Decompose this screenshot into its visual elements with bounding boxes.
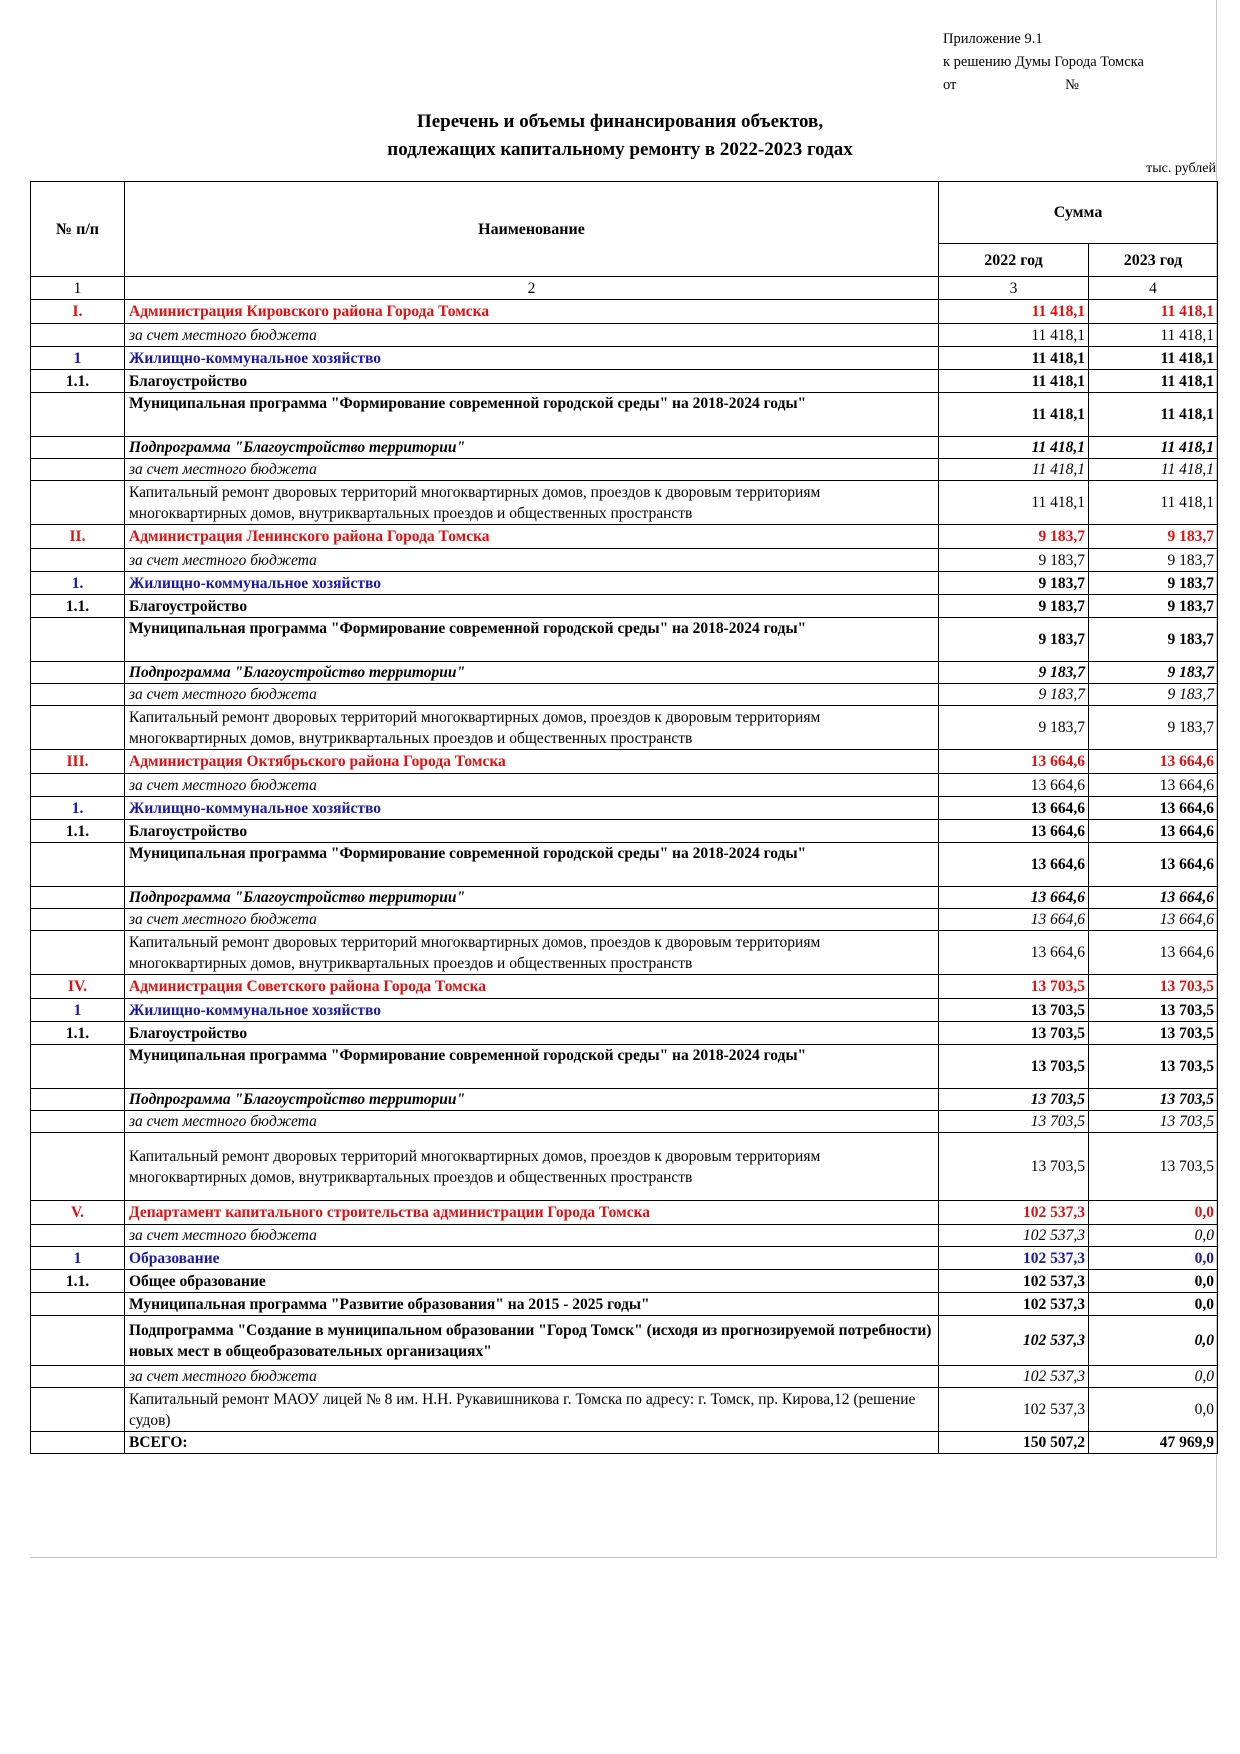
row-value-2023: 0,0 [1089,1388,1218,1432]
row-name: Департамент капитального строительства администрации Города Томска [125,1201,939,1225]
row-number [31,1316,125,1366]
table-row [31,1293,1218,1316]
row-number [31,618,125,662]
row-value-2022: 13 664,6 [939,797,1089,820]
row-name: Администрация Советского района Города Томска [125,975,939,999]
row-value-2023: 11 418,1 [1089,324,1218,347]
row-name: Жилищно-коммунальное хозяйство [125,999,939,1022]
row-number [31,931,125,975]
header-index: 4 [1089,277,1218,300]
row-value-2023: 13 703,5 [1089,1045,1218,1089]
row-value-2022: 11 418,1 [939,459,1089,481]
row-name: Образование [125,1247,939,1270]
row-value-2023: 13 703,5 [1089,1089,1218,1111]
row-number [31,909,125,931]
table-row [31,999,1218,1022]
row-number [31,1225,125,1247]
row-value-2022: 11 418,1 [939,300,1089,324]
row-value-2022: 13 703,5 [939,1089,1089,1111]
row-value-2023: 0,0 [1089,1225,1218,1247]
table-row [31,549,1218,572]
row-name: Муниципальная программа "Развитие образования" на 2015 - 2025 годы" [125,1293,939,1316]
row-number [31,1133,125,1201]
row-name: Муниципальная программа "Формирование современной городской среды" на 2018-2024 годы" [125,1045,939,1089]
row-name: за счет местного бюджета [125,774,939,797]
row-number: 1. [31,572,125,595]
row-value-2023: 11 418,1 [1089,300,1218,324]
table-row [31,459,1218,481]
row-value-2022: 13 664,6 [939,909,1089,931]
row-value-2022: 11 418,1 [939,370,1089,393]
row-number [31,1432,125,1454]
table-row [31,572,1218,595]
row-value-2023: 11 418,1 [1089,347,1218,370]
row-name: Подпрограмма "Благоустройство территории" [125,887,939,909]
row-name: Общее образование [125,1270,939,1293]
table-row [31,887,1218,909]
header-index: 1 [31,277,125,300]
table-row [31,1133,1218,1201]
row-value-2023: 11 418,1 [1089,481,1218,525]
row-number: V. [31,1201,125,1225]
appendix-line-2: к решению Думы Города Томска [943,54,1144,70]
row-name: Капитальный ремонт дворовых территорий многоквартирных домов, проездов к дворовым территориям многоквартирных домов, внутриквартальных проездов и общественных пространств [125,481,939,525]
table-body [31,300,1218,1454]
title-line-2: подлежащих капитальному ремонту в 2022-2023 годах [387,139,853,160]
row-number: 1.1. [31,820,125,843]
row-number [31,549,125,572]
header-sum: Сумма [939,182,1218,244]
row-number [31,887,125,909]
row-value-2022: 102 537,3 [939,1316,1089,1366]
row-value-2023: 0,0 [1089,1366,1218,1388]
table-row [31,1089,1218,1111]
row-value-2022: 9 183,7 [939,549,1089,572]
table-row [31,437,1218,459]
row-number: 1.1. [31,595,125,618]
table-row [31,1201,1218,1225]
row-number [31,1366,125,1388]
page-edge-bottom [30,1557,1217,1558]
row-value-2022: 13 664,6 [939,820,1089,843]
row-name: Администрация Кировского района Города Томска [125,300,939,324]
row-number [31,1045,125,1089]
row-value-2023: 0,0 [1089,1293,1218,1316]
row-name: Жилищно-коммунальное хозяйство [125,347,939,370]
row-value-2023: 9 183,7 [1089,706,1218,750]
row-number [31,1293,125,1316]
header-index-row [31,277,1218,300]
table-row [31,1247,1218,1270]
row-number [31,774,125,797]
row-name: за счет местного бюджета [125,1366,939,1388]
table-row [31,1432,1218,1454]
row-number: II. [31,525,125,549]
row-value-2022: 102 537,3 [939,1293,1089,1316]
row-name: Муниципальная программа "Формирование современной городской среды" на 2018-2024 годы" [125,618,939,662]
header-row [31,182,1218,244]
appendix-line-3: от № [943,77,1079,93]
table-row [31,1225,1218,1247]
row-value-2022: 13 664,6 [939,931,1089,975]
table-row [31,774,1218,797]
row-name: Благоустройство [125,595,939,618]
row-number: 1.1. [31,1022,125,1045]
row-name: за счет местного бюджета [125,459,939,481]
row-number: 1.1. [31,370,125,393]
row-value-2023: 11 418,1 [1089,393,1218,437]
row-name: Муниципальная программа "Формирование современной городской среды" на 2018-2024 годы" [125,393,939,437]
row-value-2022: 9 183,7 [939,595,1089,618]
table-row [31,820,1218,843]
row-number [31,706,125,750]
row-value-2023: 9 183,7 [1089,525,1218,549]
row-value-2022: 11 418,1 [939,437,1089,459]
row-value-2022: 13 703,5 [939,1133,1089,1201]
row-value-2022: 13 664,6 [939,887,1089,909]
header-number: № п/п [31,182,125,277]
row-number: 1.1. [31,1270,125,1293]
row-value-2022: 102 537,3 [939,1225,1089,1247]
table-row [31,931,1218,975]
row-value-2023: 0,0 [1089,1270,1218,1293]
row-number [31,1089,125,1111]
row-value-2022: 11 418,1 [939,481,1089,525]
row-name: Капитальный ремонт дворовых территорий многоквартирных домов, проездов к дворовым территориям многоквартирных домов, внутриквартальных проездов и общественных пространств [125,706,939,750]
table-row [31,706,1218,750]
row-name: Благоустройство [125,820,939,843]
table-row [31,1045,1218,1089]
row-number: III. [31,750,125,774]
row-value-2022: 9 183,7 [939,572,1089,595]
row-name: Благоустройство [125,1022,939,1045]
appendix-line-1: Приложение 9.1 [943,31,1043,47]
row-number: 1 [31,347,125,370]
row-name: за счет местного бюджета [125,324,939,347]
table-row [31,370,1218,393]
row-value-2023: 9 183,7 [1089,684,1218,706]
row-value-2022: 102 537,3 [939,1247,1089,1270]
row-value-2023: 0,0 [1089,1201,1218,1225]
row-number: IV. [31,975,125,999]
row-value-2023: 13 703,5 [1089,1111,1218,1133]
table-row [31,1388,1218,1432]
row-value-2022: 13 703,5 [939,975,1089,999]
table-row [31,347,1218,370]
row-name: Подпрограмма "Создание в муниципальном образовании "Город Томск" (исходя из прогнозируемой потребности) новых мест в общеобразовательных организациях" [125,1316,939,1366]
row-name: за счет местного бюджета [125,549,939,572]
row-value-2023: 47 969,9 [1089,1432,1218,1454]
row-number [31,843,125,887]
row-value-2023: 13 703,5 [1089,1133,1218,1201]
row-value-2022: 9 183,7 [939,706,1089,750]
table-row [31,393,1218,437]
row-value-2023: 9 183,7 [1089,595,1218,618]
row-name: Жилищно-коммунальное хозяйство [125,797,939,820]
row-value-2023: 9 183,7 [1089,618,1218,662]
table-row [31,595,1218,618]
row-name: Подпрограмма "Благоустройство территории" [125,1089,939,1111]
row-name: Капитальный ремонт МАОУ лицей № 8 им. Н.Н. Рукавишникова г. Томска по адресу: г. Томск, пр. Кирова,12 (решение судов) [125,1388,939,1432]
row-value-2022: 13 703,5 [939,1022,1089,1045]
row-name: Капитальный ремонт дворовых территорий многоквартирных домов, проездов к дворовым территориям многоквартирных домов, внутриквартальных проездов и общественных пространств [125,931,939,975]
header-index: 3 [939,277,1089,300]
row-number: I. [31,300,125,324]
row-value-2022: 11 418,1 [939,393,1089,437]
row-value-2022: 11 418,1 [939,324,1089,347]
row-value-2023: 9 183,7 [1089,572,1218,595]
row-name: за счет местного бюджета [125,1225,939,1247]
financing-table [30,181,1218,1454]
row-value-2023: 13 664,6 [1089,843,1218,887]
row-value-2023: 13 664,6 [1089,750,1218,774]
row-value-2022: 13 664,6 [939,750,1089,774]
row-value-2022: 13 664,6 [939,843,1089,887]
table-row [31,481,1218,525]
table-row [31,750,1218,774]
row-name: Администрация Октябрьского района Города Томска [125,750,939,774]
table-row [31,618,1218,662]
table-row [31,1316,1218,1366]
row-value-2022: 9 183,7 [939,618,1089,662]
table-row [31,662,1218,684]
row-value-2022: 102 537,3 [939,1388,1089,1432]
row-number [31,437,125,459]
row-value-2022: 13 664,6 [939,774,1089,797]
units-label: тыс. рублей [1146,161,1216,176]
row-value-2022: 13 703,5 [939,999,1089,1022]
table-row [31,797,1218,820]
row-number [31,1111,125,1133]
row-value-2022: 102 537,3 [939,1270,1089,1293]
row-name: Жилищно-коммунальное хозяйство [125,572,939,595]
row-name: Капитальный ремонт дворовых территорий многоквартирных домов, проездов к дворовым территориям многоквартирных домов, внутриквартальных проездов и общественных пространств [125,1133,939,1201]
table-row [31,1366,1218,1388]
page-title [0,108,1240,164]
header-2022: 2022 год [939,244,1089,277]
row-name: Муниципальная программа "Формирование современной городской среды" на 2018-2024 годы" [125,843,939,887]
row-number: 1. [31,797,125,820]
table-row [31,1111,1218,1133]
table-row [31,1022,1218,1045]
row-value-2022: 150 507,2 [939,1432,1089,1454]
row-value-2023: 13 703,5 [1089,999,1218,1022]
row-value-2022: 102 537,3 [939,1201,1089,1225]
row-value-2022: 13 703,5 [939,1111,1089,1133]
row-number [31,459,125,481]
row-number: 1 [31,999,125,1022]
row-number [31,684,125,706]
header-2023: 2023 год [1089,244,1218,277]
row-number [31,481,125,525]
row-value-2023: 13 703,5 [1089,975,1218,999]
row-value-2022: 102 537,3 [939,1366,1089,1388]
title-line-1: Перечень и объемы финансирования объектов, [416,111,824,132]
header-index: 2 [125,277,939,300]
header-name: Наименование [125,182,939,277]
table-row [31,1270,1218,1293]
table-row [31,909,1218,931]
row-number [31,1388,125,1432]
row-value-2022: 9 183,7 [939,525,1089,549]
table-row [31,684,1218,706]
row-value-2023: 0,0 [1089,1316,1218,1366]
row-value-2023: 11 418,1 [1089,459,1218,481]
row-value-2023: 0,0 [1089,1247,1218,1270]
row-value-2023: 13 664,6 [1089,820,1218,843]
row-value-2023: 13 664,6 [1089,931,1218,975]
row-value-2022: 13 703,5 [939,1045,1089,1089]
row-name: Подпрограмма "Благоустройство территории" [125,437,939,459]
table-row [31,975,1218,999]
row-value-2023: 11 418,1 [1089,437,1218,459]
row-value-2022: 9 183,7 [939,684,1089,706]
row-value-2023: 13 664,6 [1089,797,1218,820]
row-name: Благоустройство [125,370,939,393]
row-value-2023: 9 183,7 [1089,549,1218,572]
table-row [31,525,1218,549]
row-value-2023: 13 664,6 [1089,909,1218,931]
row-name: за счет местного бюджета [125,1111,939,1133]
row-value-2022: 11 418,1 [939,347,1089,370]
table-row [31,843,1218,887]
row-value-2023: 13 664,6 [1089,774,1218,797]
appendix-note [943,28,1144,97]
row-number [31,393,125,437]
row-name: Подпрограмма "Благоустройство территории" [125,662,939,684]
row-number: 1 [31,1247,125,1270]
table-row [31,324,1218,347]
row-number [31,662,125,684]
row-value-2023: 13 703,5 [1089,1022,1218,1045]
row-name: ВСЕГО: [125,1432,939,1454]
row-name: за счет местного бюджета [125,909,939,931]
row-value-2023: 11 418,1 [1089,370,1218,393]
row-value-2023: 9 183,7 [1089,662,1218,684]
row-name: за счет местного бюджета [125,684,939,706]
row-value-2023: 13 664,6 [1089,887,1218,909]
table-row [31,300,1218,324]
row-value-2022: 9 183,7 [939,662,1089,684]
row-number [31,324,125,347]
row-name: Администрация Ленинского района Города Томска [125,525,939,549]
